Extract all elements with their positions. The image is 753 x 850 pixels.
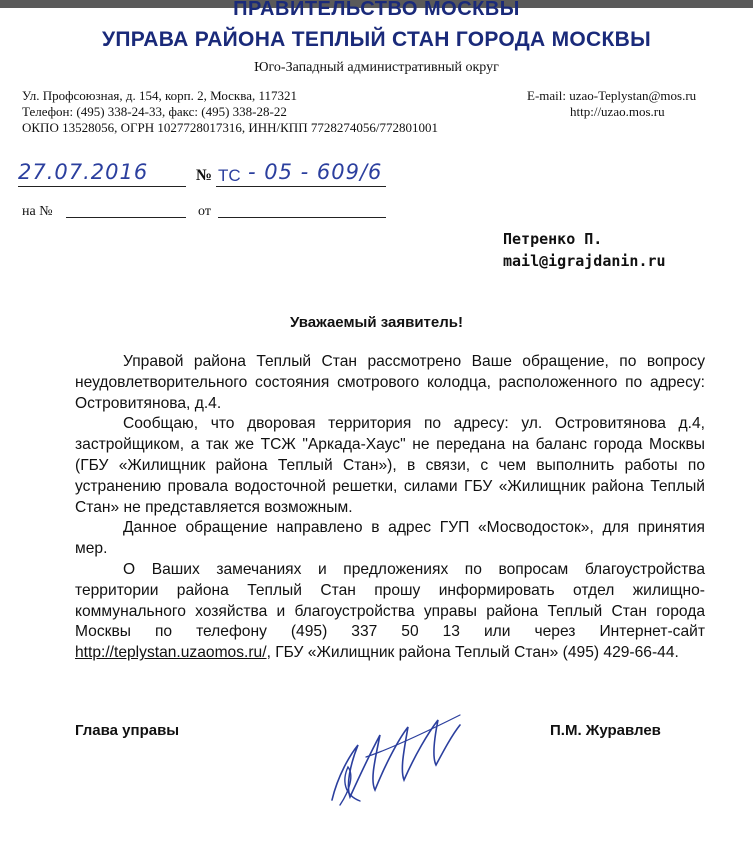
na-number-underline [66,217,186,218]
website-link[interactable]: http://teplystan.uzaomos.ru/ [75,644,267,662]
number-label: № [196,167,213,184]
signatory-title: Глава управы [75,722,180,739]
handwritten-number: - 05 - 609/6 [248,160,383,184]
government-heading: ПРАВИТЕЛЬСТВО МОСКВЫ [233,0,520,20]
paragraph-2: Сообщаю, что дворовая территория по адресу: ул. Островитянова д.4, застройщиком, а так же ТСЖ "Аркада-Хаус" не передана на баланс города Москвы (ГБУ «Жилищник района Теплый Стан»), в связи, с чем выполнить работы по устранению провала водосточной решетки, силами ГБУ «Жилищник района Теплый Стан» не представляется возможным. [75,415,705,516]
paragraph-1: Управой района Теплый Стан рассмотрено Ваше обращение, по вопросу неудовлетворительного состояния смотрового колодца, расположенного по адресу: Островитянова, д.4. [75,353,705,412]
ot-label: от [198,204,211,219]
signatory-name: П.М. Журавлев [550,722,661,739]
na-number-label: на № [22,204,53,219]
paragraph-3: Данное обращение направлено в адрес ГУП «Мосводосток», для принятия мер. [75,519,705,558]
address-line: Ул. Профсоюзная, д. 154, корп. 2, Москва, 117321 [22,88,297,103]
greeting: Уважаемый заявитель! [290,314,463,331]
number-prefix: ТС [218,166,241,185]
phone-line: Телефон: (495) 338-24-33, факс: (495) 338-28-22 [22,104,287,119]
number-underline [216,186,386,187]
ot-underline [218,217,386,218]
date-underline [18,186,186,187]
paragraph-4-end: , ГБУ «Жилищник района Теплый Стан» (495) 429-66-44. [266,644,679,662]
letter-body [75,352,705,664]
handwritten-signature-icon [320,705,470,815]
handwritten-date: 27.07.2016 [18,160,149,184]
uprava-heading: УПРАВА РАЙОНА ТЕПЛЫЙ СТАН ГОРОДА МОСКВЫ [102,28,651,51]
codes-line: ОКПО 13528056, ОГРН 1027728017316, ИНН/КПП 7728274056/772801001 [22,120,438,135]
addressee-email: mail@igrajdanin.ru [503,252,666,270]
addressee-block [503,228,666,272]
paragraph-4 [75,560,705,664]
paragraph-4-text: О Ваших замечаниях и предложениях по вопросам благоустройства территории района Теплый Стан прошу информировать отдел жилищно-коммунального хозяйства и благоустройства управы района Теплый Стан города Москвы по телефону (495) 337 50 13 или через Интернет-сайт [75,560,705,641]
website-line: http://uzao.mos.ru [570,104,665,119]
okrug-subheading: Юго-Западный административный округ [254,60,499,75]
addressee-name: Петренко П. [503,230,603,248]
email-line: E-mail: uzao-Teplystan@mos.ru [527,88,697,103]
